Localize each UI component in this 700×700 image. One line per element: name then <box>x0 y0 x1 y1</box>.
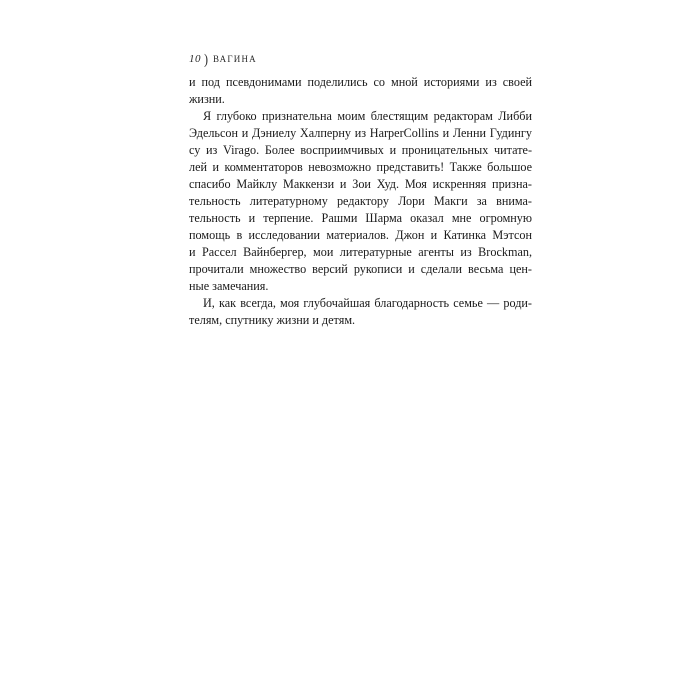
text-line: помощь в исследовании материалов. Джон и Катинка Мэтсон <box>189 228 532 242</box>
text-line: спасибо Майклу Маккензи и Зои Худ. Моя искренняя призна- <box>189 177 532 191</box>
text-line: жизни. <box>189 92 225 106</box>
running-head <box>189 51 257 67</box>
body-text <box>189 74 532 329</box>
text-line: су из Virago. Более восприимчивых и проницательных читате- <box>189 143 532 157</box>
text-line: и Рассел Вайнбергер, мои литературные агенты из Brockman, <box>189 245 532 259</box>
text-line: И, как всегда, моя глубочайшая благодарность семье — роди- <box>203 296 532 310</box>
text-line: тельность литературному редактору Лори Макги за внима- <box>189 194 532 208</box>
text-line: Я глубоко признательна моим блестящим редакторам Либби <box>203 109 532 123</box>
text-line: тельность и терпение. Рашми Шарма оказал мне огромную <box>189 211 532 225</box>
page-number: 10 <box>189 53 201 65</box>
text-line: лей и комментаторов невозможно представить! Также большое <box>189 160 532 174</box>
text-line: ные замечания. <box>189 279 269 293</box>
text-line: и под псевдонимами поделились со мной историями из своей <box>189 75 532 89</box>
header-separator: ) <box>204 49 208 68</box>
chapter-title: ВАГИНА <box>213 54 257 64</box>
text-line: прочитали множество версий рукописи и сделали весьма цен- <box>189 262 532 276</box>
text-line: Эдельсон и Дэниелу Халперну из HarperCollins и Ленни Гудингу <box>189 126 532 140</box>
text-line: телям, спутнику жизни и детям. <box>189 313 356 327</box>
